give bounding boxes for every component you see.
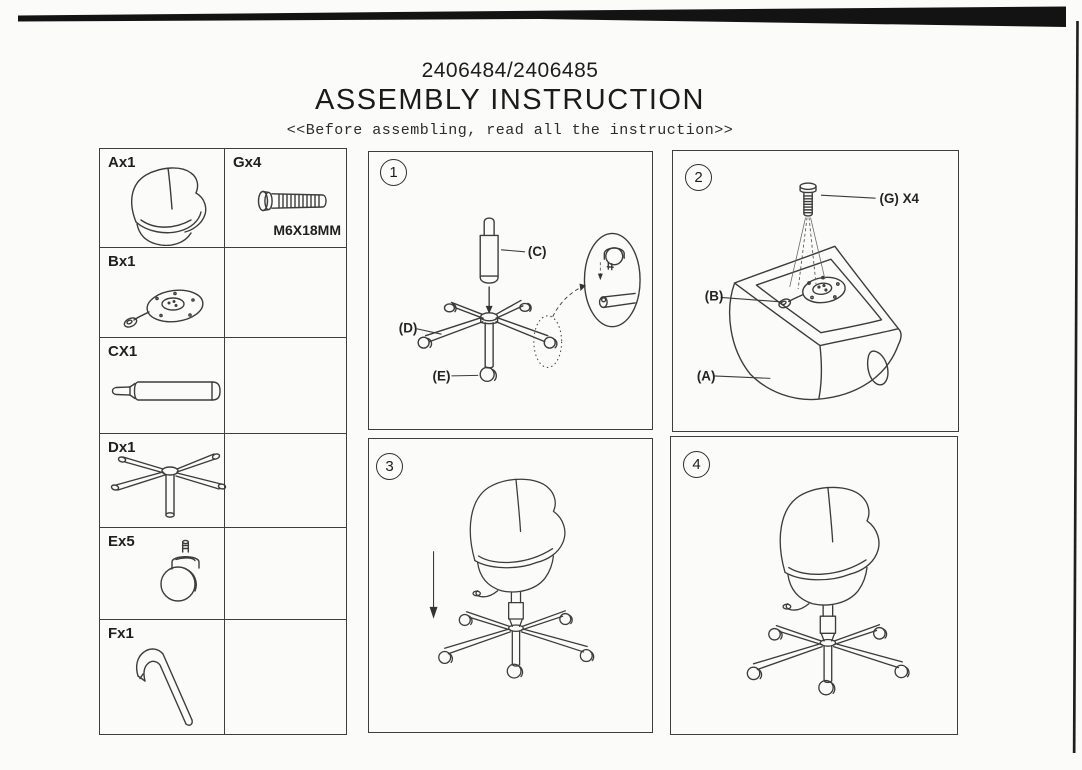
empty-cell [225,434,346,528]
step-number-badge [683,451,710,478]
empty-cell [225,248,346,338]
step3-diagram [369,439,652,732]
allen-key-icon [122,638,200,740]
empty-cell [225,620,346,734]
label-c: (C) [527,244,547,260]
caster-wheel-icon [148,536,212,610]
scan-bar-top [18,7,1066,28]
step-number: 3 [385,458,394,475]
label-g: (G) X4 [879,191,919,207]
part-cell-g [225,149,346,248]
part-code: Ax1 [108,154,136,171]
subtitle: <<Before assembling, read all the instruction>> [286,122,734,139]
bolt-icon [253,183,335,219]
part-cell-a [100,149,225,248]
part-code: Gx4 [233,154,262,171]
step-number: 1 [389,164,398,181]
part-code: CX1 [108,343,138,360]
bolt-spec: M6X18MM [273,222,341,238]
parts-table [99,148,347,735]
five-star-base-icon [108,444,230,528]
step-number-badge [376,453,403,480]
step-2-panel [672,150,959,432]
label-d: (D) [398,320,418,336]
empty-cell [225,338,346,434]
part-cell-c [100,338,225,434]
step-4-panel [670,436,958,735]
part-code: Dx1 [108,439,136,456]
chair-seat-icon [119,164,217,246]
step4-diagram [671,437,957,734]
step-number-badge [685,164,712,191]
part-cell-b [100,248,225,338]
step-number-badge [380,159,407,186]
part-cell-d [100,434,225,528]
empty-cell [225,528,346,620]
page-title: ASSEMBLY INSTRUCTION [315,84,705,116]
model-number: 2406484/2406485 [421,59,599,82]
part-code: Bx1 [108,253,136,270]
step-number: 4 [692,456,701,473]
step-3-panel [368,438,653,733]
label-a: (A) [696,368,716,384]
label-b: (B) [704,288,724,304]
step-number: 2 [694,169,703,186]
step2-diagram [673,151,958,431]
scan-line-right [1073,21,1079,753]
label-e: (E) [432,368,451,384]
part-cell-e [100,528,225,620]
part-code: Fx1 [108,625,134,642]
step-1-panel [368,151,653,430]
gas-lift-cylinder-icon [108,374,226,408]
part-code: Ex5 [108,533,135,550]
step1-diagram [369,152,652,429]
seat-mount-plate-icon [112,274,220,336]
part-cell-f [100,620,225,734]
